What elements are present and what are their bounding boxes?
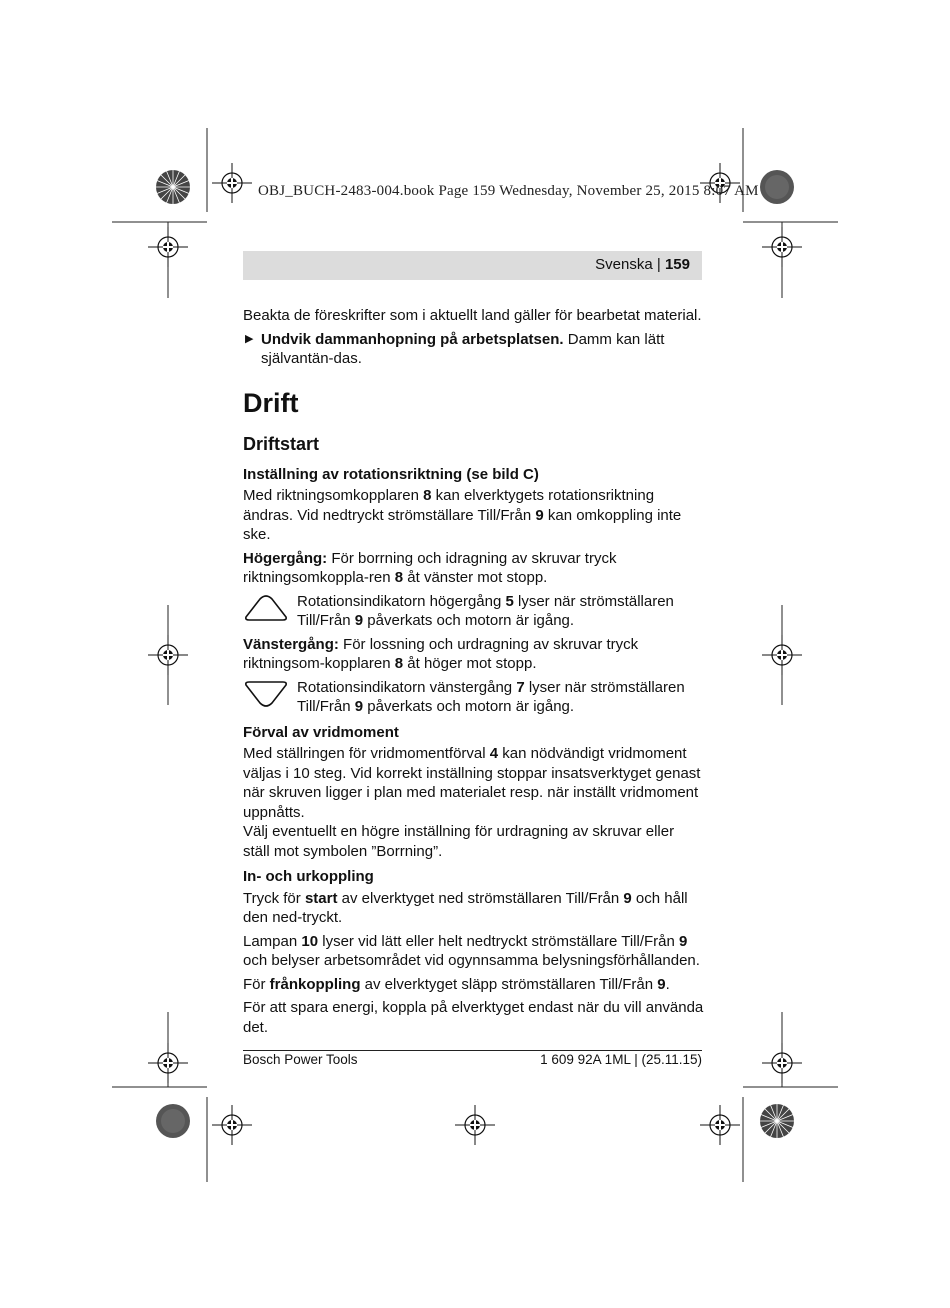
header-text xyxy=(595,256,690,273)
footer-doc-code: 1 609 92A 1ML | (25.11.15) xyxy=(540,1052,702,1067)
left-rotation-label: Vänstergång: xyxy=(243,635,339,653)
start-paragraph: Tryck för start av elverktyget ned strömställaren Till/Från 9 och håll den ned-tryckt. xyxy=(243,889,688,926)
bullet-text: Damm kan lätt självantän-das. xyxy=(261,330,665,367)
safety-bullet xyxy=(243,330,704,369)
energy-paragraph: För att spara energi, koppla på elverktyget endast när du vill använda det. xyxy=(243,999,704,1036)
section-title: Drift xyxy=(243,387,299,418)
lamp-paragraph: Lampan 10 lyser vid lätt eller helt nedtryckt strömställare Till/Från 9 och belyser arbetsområdet vid ogynnsamma belysningsförhållanden. xyxy=(243,932,700,969)
print-slug: OBJ_BUCH-2483-004.book Page 159 Wednesday, November 25, 2015 8:07 AM xyxy=(258,183,759,199)
intro-text: Beakta de föreskrifter som i aktuellt land gäller för bearbetat material. xyxy=(243,307,702,324)
header-language: Svenska xyxy=(595,256,653,273)
header-separator: | xyxy=(656,256,661,273)
right-rotation-label: Högergång: xyxy=(243,549,328,567)
rotation-paragraph: Med riktningsomkopplaren 8 kan elverktygets rotationsriktning ändras. Vid nedtryckt strömställare Till/Från 9 kan omkoppling inte ske. xyxy=(243,487,682,543)
footer-brand: Bosch Power Tools xyxy=(243,1052,358,1067)
onoff-heading: In- och urkoppling xyxy=(243,868,374,885)
torque-note: Välj eventuellt en högre inställning för urdragning av skruvar eller ställ mot symbolen ”Borrning”. xyxy=(243,823,675,860)
page-body xyxy=(243,306,704,1041)
bullet-bold: Undvik dammanhopning på arbetsplatsen. xyxy=(261,330,564,348)
rotation-heading: Inställning av rotationsriktning (se bild C) xyxy=(243,465,539,483)
torque-paragraph: Med ställringen för vridmomentförval 4 kan nödvändigt vridmoment väljas i 10 steg. Vid korrekt inställning stoppar insatsverktyget genast när skruven ligger i plan med materialet resp. när inställt vridmoment uppnåtts. xyxy=(243,745,701,821)
right-rotation-indicator: Rotationsindikatorn högergång 5 lyser när strömställaren Till/Från 9 påverkats och motorn är igång. xyxy=(243,592,704,631)
stop-paragraph: För frånkoppling av elverktyget släpp strömställaren Till/Från 9. xyxy=(243,975,670,993)
bullet-triangle-icon: ▶ xyxy=(245,332,254,345)
right-rotation-paragraph: Högergång: För borrning och idragning av skruvar tryck riktningsomkoppla-ren 8 åt vänster mot stopp. xyxy=(243,549,617,586)
torque-heading: Förval av vridmoment xyxy=(243,723,399,741)
arrow-up-indicator-icon xyxy=(243,594,289,622)
page-number: 159 xyxy=(664,256,690,273)
left-rotation-paragraph: Vänstergång: För lossning och urdragning av skruvar tryck riktningsom-kopplaren 8 åt höger mot stopp. xyxy=(243,635,639,672)
arrow-down-indicator-icon xyxy=(243,680,289,708)
subsection-title: Driftstart xyxy=(243,433,320,454)
left-rotation-indicator: Rotationsindikatorn vänstergång 7 lyser när strömställaren Till/Från 9 påverkats och motorn är igång. xyxy=(243,678,704,717)
page-header xyxy=(243,251,702,280)
footer-rule xyxy=(243,1050,702,1051)
